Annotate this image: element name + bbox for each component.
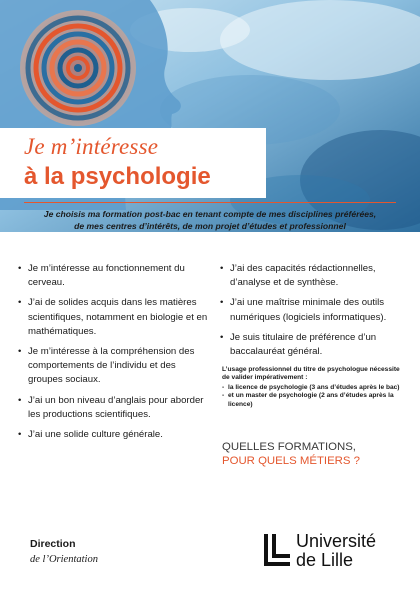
- universite-de-lille-logo: [262, 532, 402, 572]
- intro-line: Je choisis ma formation post-bac en tenant compte de mes disciplines préférées,: [43, 209, 377, 219]
- universite-logo-icon: [262, 532, 294, 572]
- note-heading: L’usage professionnel du titre de psychologue nécessite de valider impérativement :: [222, 366, 400, 382]
- bullet-icon: •: [18, 297, 22, 309]
- bullet-icon: •: [18, 429, 22, 441]
- list-item: [18, 296, 208, 339]
- direction-orientation: [30, 537, 98, 567]
- formations-line1: QUELLES FORMATIONS,: [222, 441, 356, 453]
- bullet-icon: •: [18, 394, 22, 406]
- list-item: [18, 262, 208, 290]
- bullet-icon: •: [220, 263, 224, 274]
- list-item: [18, 428, 208, 442]
- bullet-icon: •: [18, 263, 22, 274]
- right-column: [220, 262, 400, 365]
- list-item-text: J’ai une solide culture générale.: [28, 429, 163, 441]
- logo-text: [296, 532, 376, 570]
- list-item: [18, 345, 208, 388]
- note-line-text: la licence de psychologie (3 ans d’études après le bac): [228, 383, 400, 391]
- list-item-text: Je m’intéresse à la compréhension des comportements de l’individu et des groupes sociaux.: [28, 346, 195, 386]
- list-item: [220, 331, 400, 359]
- list-item-text: Je m’intéresse au fonctionnement du cerveau.: [28, 263, 185, 289]
- logo-line1: Université: [296, 531, 377, 551]
- dash-icon: -: [222, 392, 225, 400]
- note-line: [222, 392, 402, 409]
- direction-line2: de l’Orientation: [30, 554, 98, 565]
- page-title-line1: Je m’intéresse: [24, 134, 159, 159]
- page-title-line2: à la psychologie: [24, 163, 211, 190]
- left-column: [18, 262, 208, 448]
- list-item-text: J’ai un bon niveau d’anglais pour aborder les productions scientifiques.: [28, 394, 204, 420]
- dash-icon: -: [222, 383, 225, 391]
- list-item: [220, 262, 400, 290]
- list-item-text: J’ai de solides acquis dans les matières scientifiques, notamment en biologie et en mathématiques.: [28, 297, 208, 337]
- bullet-icon: •: [220, 331, 224, 343]
- intro-line: de mes centres d’intérêts, de mon projet d’études et professionnel: [74, 221, 346, 231]
- formations-heading: [222, 440, 360, 468]
- note-line: [222, 384, 402, 392]
- bullet-icon: •: [220, 297, 224, 309]
- list-item-text: Je suis titulaire de préférence d’un baccalauréat général.: [230, 331, 377, 358]
- direction-line1: Direction: [30, 538, 76, 550]
- intro-divider: [24, 202, 396, 203]
- professional-note: [222, 366, 402, 409]
- list-item: [18, 394, 208, 422]
- list-item-text: J’ai une maîtrise minimale des outils numériques (logiciels informatiques).: [230, 297, 387, 323]
- list-item: [220, 296, 400, 324]
- formations-line2: POUR QUELS MÉTIERS ?: [222, 455, 360, 467]
- logo-line2: de Lille: [296, 550, 354, 570]
- list-item-text: J’ai des capacités rédactionnelles, d’analyse et de synthèse.: [230, 263, 376, 289]
- bullet-icon: •: [18, 346, 22, 358]
- note-line-text: et un master de psychologie (2 ans d’études après la licence): [228, 392, 394, 408]
- intro-text: [24, 208, 396, 232]
